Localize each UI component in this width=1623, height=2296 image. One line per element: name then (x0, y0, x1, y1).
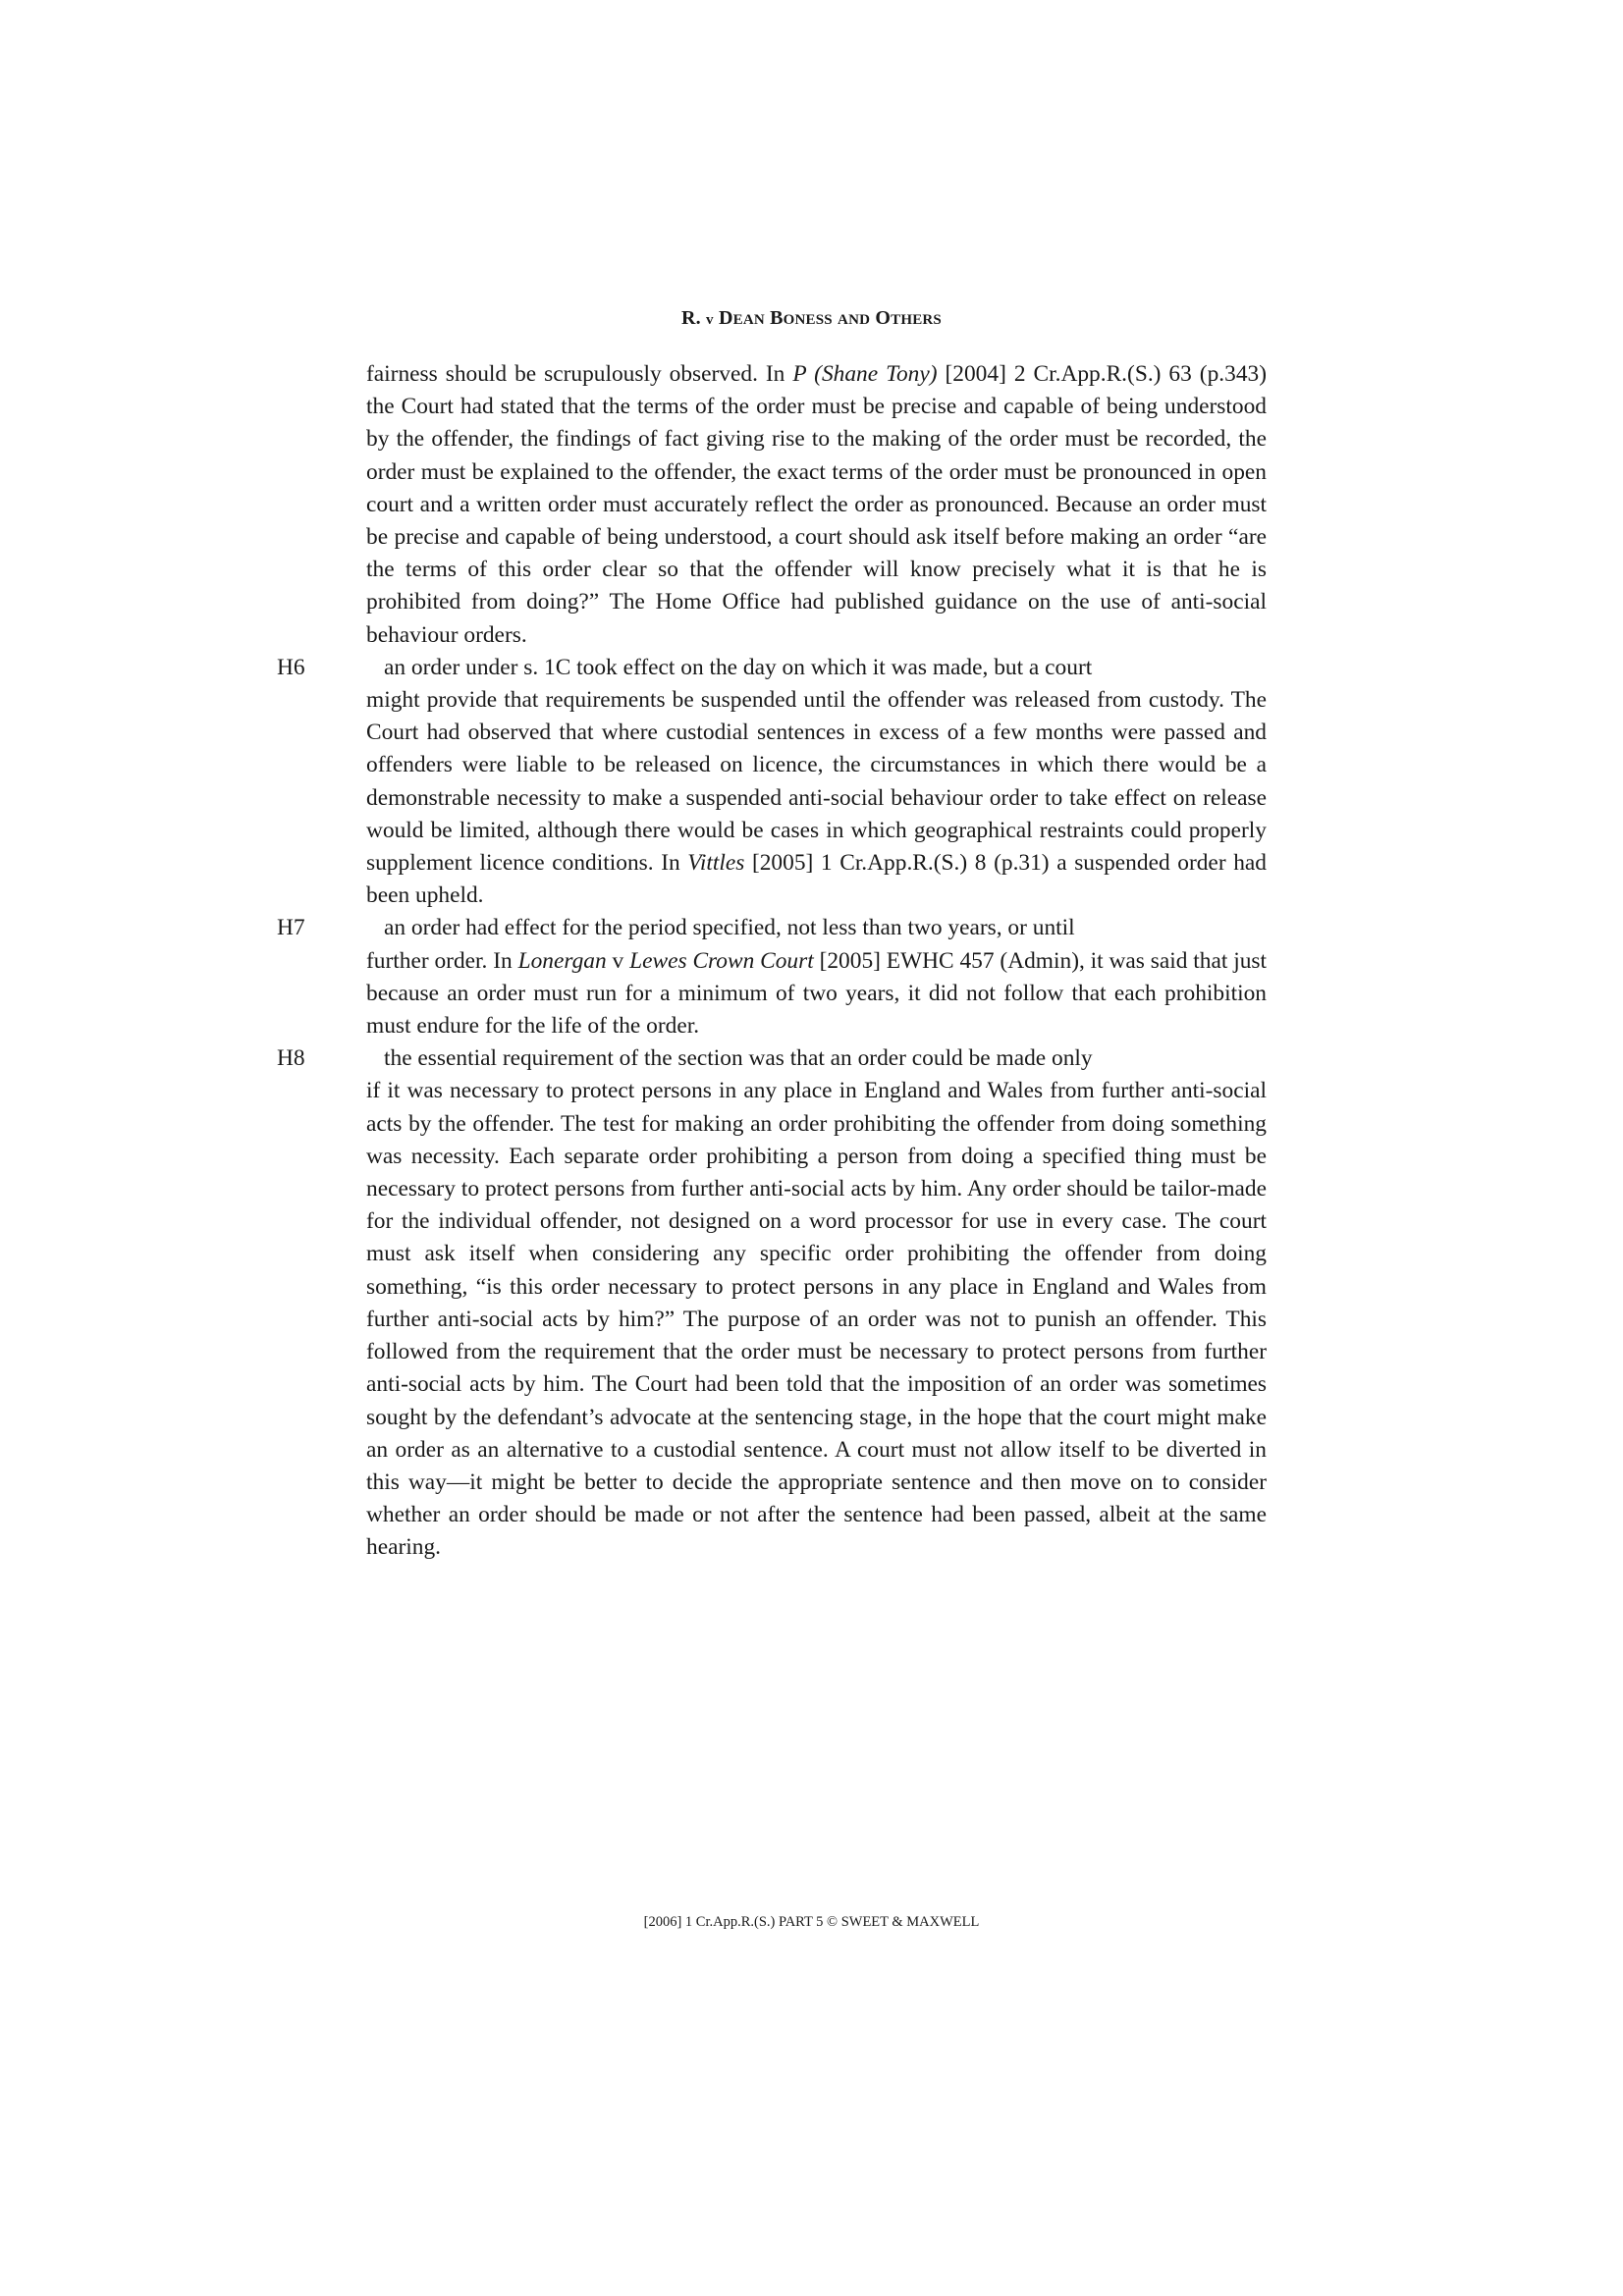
headnote-h7-lead: an order had effect for the period specified, not less than two years, or until (384, 915, 1075, 941)
running-head-b: B (770, 307, 784, 329)
headnote-h7-versus: v (606, 947, 630, 974)
page-footer: [2006] 1 Cr.App.R.(S.) PART 5 © SWEET & MAXWELL (643, 1914, 980, 1930)
headnote-h7 (277, 912, 1268, 1042)
intro-case-name: P (Shane Tony) (792, 361, 938, 387)
running-head-thers: THERS (891, 312, 942, 328)
headnote-h8-lead: the essential requirement of the section was that an order could be made only (384, 1045, 1093, 1072)
headnote-h8-text-1: if it was necessary to protect persons in any place in England and Wales from further anti-social acts by the offender. The test for making an order prohibiting the offender from doing something was necessity. Each separate order prohibiting a person from doing a specified thing must be necessary to protect persons from further anti-social acts by him. Any order should be tailor-made for the individual offender, not designed on a word processor for use in every case. The court must ask itself when considering any specific order prohibiting the offender from doing something, “is this order necessary to protect persons in any place in England and Wales from further anti-social acts by him?” The purpose of an order was not to punish an offender. This followed from the requirement that the order must be necessary to protect persons from further anti-social acts by him. The Court had been told that the imposition of an order was sometimes sought by the defendant’s advocate at the sentencing stage, in the hope that the court might make an order as an alternative to a custodial sentence. A court must not allow itself to be diverted in this way—it might be better to decide the appropriate sentence and then move on to consider whether an order should be made or not after the sentence had been passed, albeit at the same hearing. (366, 1078, 1267, 1561)
headnote-h6-body (366, 684, 1267, 912)
headnote-marker-h7: H7 (277, 915, 305, 941)
running-head-o: O (875, 307, 892, 329)
headnote-h6-case-name: Vittles (687, 850, 745, 877)
headnote-h7-text-2: [2005] EWHC 457 (Admin), it was said that just because an order must run for a minimum of two years, it did not follow that each prohibition must endure for the life of the order. (366, 947, 1268, 1040)
headnote-h7-case-name-1: Lonergan (517, 947, 607, 974)
headnote-h6-text-2: [2005] 1 Cr.App.R.(S.) 8 (p.31) a suspended order had been upheld. (366, 850, 1267, 909)
intro-text-1: fairness should be scrupulously observed. In (366, 361, 793, 387)
running-head-ean: EAN (732, 312, 765, 328)
headnote-h7-body (366, 945, 1267, 1043)
headnote-marker-h6: H6 (277, 654, 305, 680)
headnote-h6 (277, 652, 1267, 913)
running-head-r: R. (681, 307, 701, 329)
body-text (277, 358, 1268, 1565)
headnote-h6-lead: an order under s. 1C took effect on the day on which it was made, but a court (384, 654, 1093, 680)
running-head (0, 307, 1623, 330)
headnote-h8-body (366, 1075, 1267, 1564)
headnote-h8 (277, 1042, 1267, 1564)
headnote-h6-text-1: might provide that requirements be suspended until the offender was released from custody. The Court had observed that where custodial sentences in excess of a few months were passed and offenders were liable to be released on licence, the circumstances in which there would be a demonstrable necessity to make a suspended anti-social behaviour order to take effect on release would be limited, although there would be cases in which geographical restraints could properly supplement licence conditions. In (366, 687, 1267, 877)
intro-paragraph (366, 358, 1267, 652)
running-head-d: D (718, 307, 733, 329)
headnote-h7-text-1: further order. In (366, 947, 518, 974)
running-head-oness: ONESS (783, 312, 833, 328)
running-head-and: AND (838, 312, 871, 328)
intro-text-2: [2004] 2 Cr.App.R.(S.) 63 (p.343) the Court had stated that the terms of the order must be precise and capable of being understood by the offender, the findings of fact giving rise to the making of the order must be recorded, the order must be explained to the offender, the exact terms of the order must be pronounced in open court and a written order must accurately reflect the order as pronounced. Because an order must be precise and capable of being understood, a court should ask itself before making an order “are the terms of this order clear so that the offender will know precisely what it is that he is prohibited from doing?” The Home Office had published guidance on the use of anti-social behaviour orders. (366, 361, 1267, 648)
running-head-v: v (706, 312, 714, 328)
headnote-h7-case-name-2: Lewes Crown Court (629, 947, 814, 974)
headnote-marker-h8: H8 (277, 1045, 305, 1072)
